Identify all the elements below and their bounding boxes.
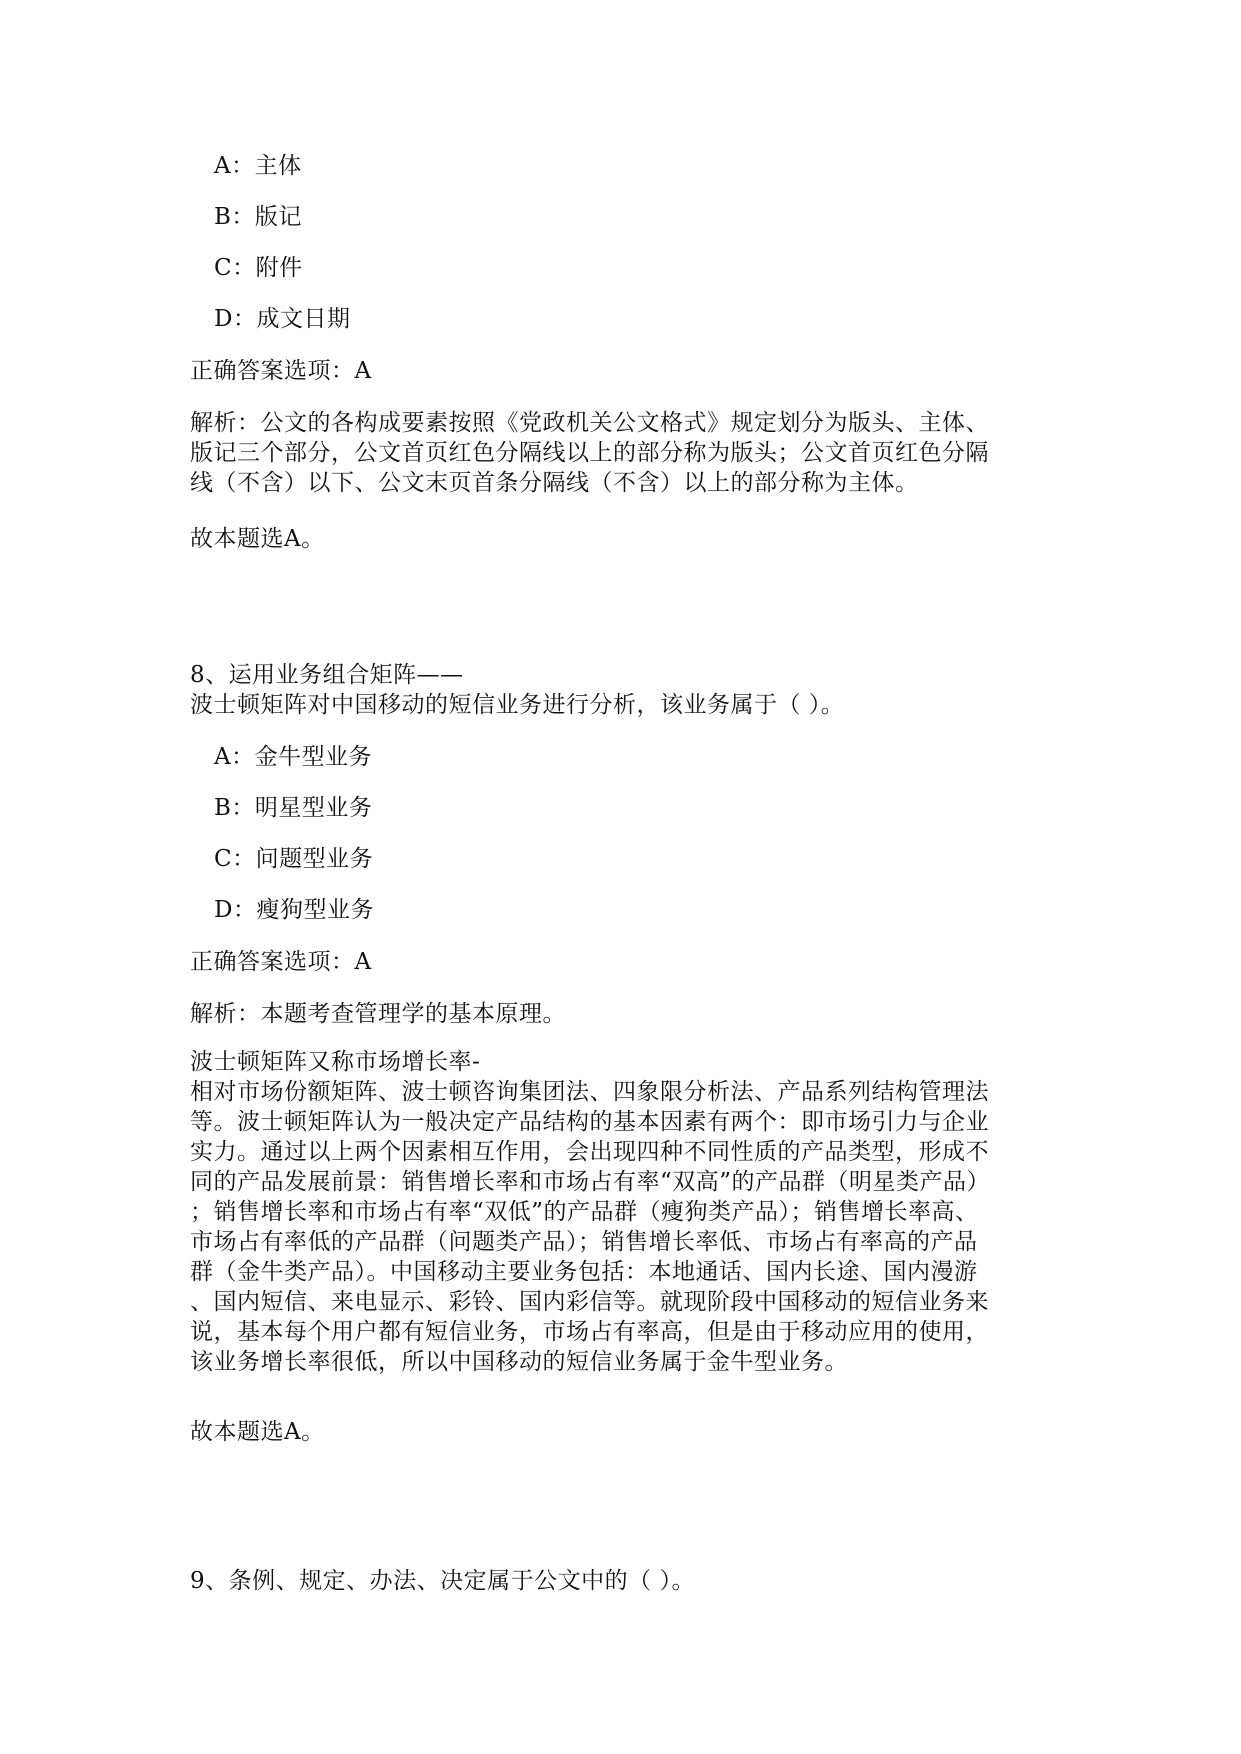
q8-option-c: C：问题型业务	[214, 846, 374, 872]
q8-analysis-line: 该业务增长率很低，所以中国移动的短信业务属于金牛型业务。	[190, 1349, 848, 1375]
q7-analysis-line: 版记三个部分，公文首页红色分隔线以上的部分称为版头；公文首页红色分隔	[190, 440, 989, 466]
q8-title	[190, 660, 1050, 720]
q8-analysis-line: 等。波士顿矩阵认为一般决定产品结构的基本因素有两个：即市场引力与企业	[190, 1109, 989, 1135]
q7-option-a: A：主体	[214, 153, 302, 179]
q7-analysis-line: 解析：公文的各构成要素按照《党政机关公文格式》规定划分为版头、主体、	[190, 410, 989, 436]
q8-conclusion: 故本题选A。	[190, 1419, 325, 1445]
q7-analysis	[190, 408, 1050, 498]
q7-analysis-line: 线（不含）以下、公文末页首条分隔线（不含）以上的部分称为主体。	[190, 470, 919, 496]
q7-conclusion: 故本题选A。	[190, 526, 325, 552]
q8-analysis-line: 群（金牛类产品）。中国移动主要业务包括：本地通话、国内长途、国内漫游	[190, 1259, 978, 1285]
q8-analysis-line: 市场占有率低的产品群（问题类产品）；销售增长率低、市场占有率高的产品	[190, 1229, 978, 1255]
q7-option-d: D：成文日期	[214, 306, 351, 332]
q8-analysis-line: 实力。通过以上两个因素相互作用，会出现四种不同性质的产品类型，形成不	[190, 1139, 989, 1165]
q8-option-d: D：瘦狗型业务	[214, 897, 374, 923]
q7-option-b: B：版记	[214, 204, 302, 230]
q8-analysis-line: 说，基本每个用户都有短信业务，市场占有率高，但是由于移动应用的使用，	[190, 1319, 989, 1345]
q8-analysis-line: 、国内短信、来电显示、彩铃、国内彩信等。就现阶段中国移动的短信业务来	[190, 1289, 989, 1315]
q8-analysis	[190, 1047, 1050, 1377]
q8-analysis-intro: 解析：本题考查管理学的基本原理。	[190, 1001, 566, 1027]
q8-title-line: 8、运用业务组合矩阵——	[190, 662, 464, 688]
q8-answer: 正确答案选项：A	[190, 949, 372, 975]
q9-title: 9、条例、规定、办法、决定属于公文中的（ ）。	[190, 1568, 695, 1594]
q7-option-c: C：附件	[214, 255, 303, 281]
q8-analysis-line: ；销售增长率和市场占有率“双低”的产品群（瘦狗类产品）；销售增长率高、	[190, 1199, 979, 1225]
q8-option-b: B：明星型业务	[214, 795, 373, 821]
q8-analysis-line: 波士顿矩阵又称市场增长率-	[190, 1049, 481, 1075]
q7-answer: 正确答案选项：A	[190, 358, 372, 384]
q8-analysis-line: 同的产品发展前景：销售增长率和市场占有率“双高”的产品群（明星类产品）	[190, 1169, 991, 1195]
q8-analysis-line: 相对市场份额矩阵、波士顿咨询集团法、四象限分析法、产品系列结构管理法	[190, 1079, 989, 1105]
q8-option-a: A：金牛型业务	[214, 744, 373, 770]
q8-title-line: 波士顿矩阵对中国移动的短信业务进行分析，该业务属于（ ）。	[190, 692, 845, 718]
